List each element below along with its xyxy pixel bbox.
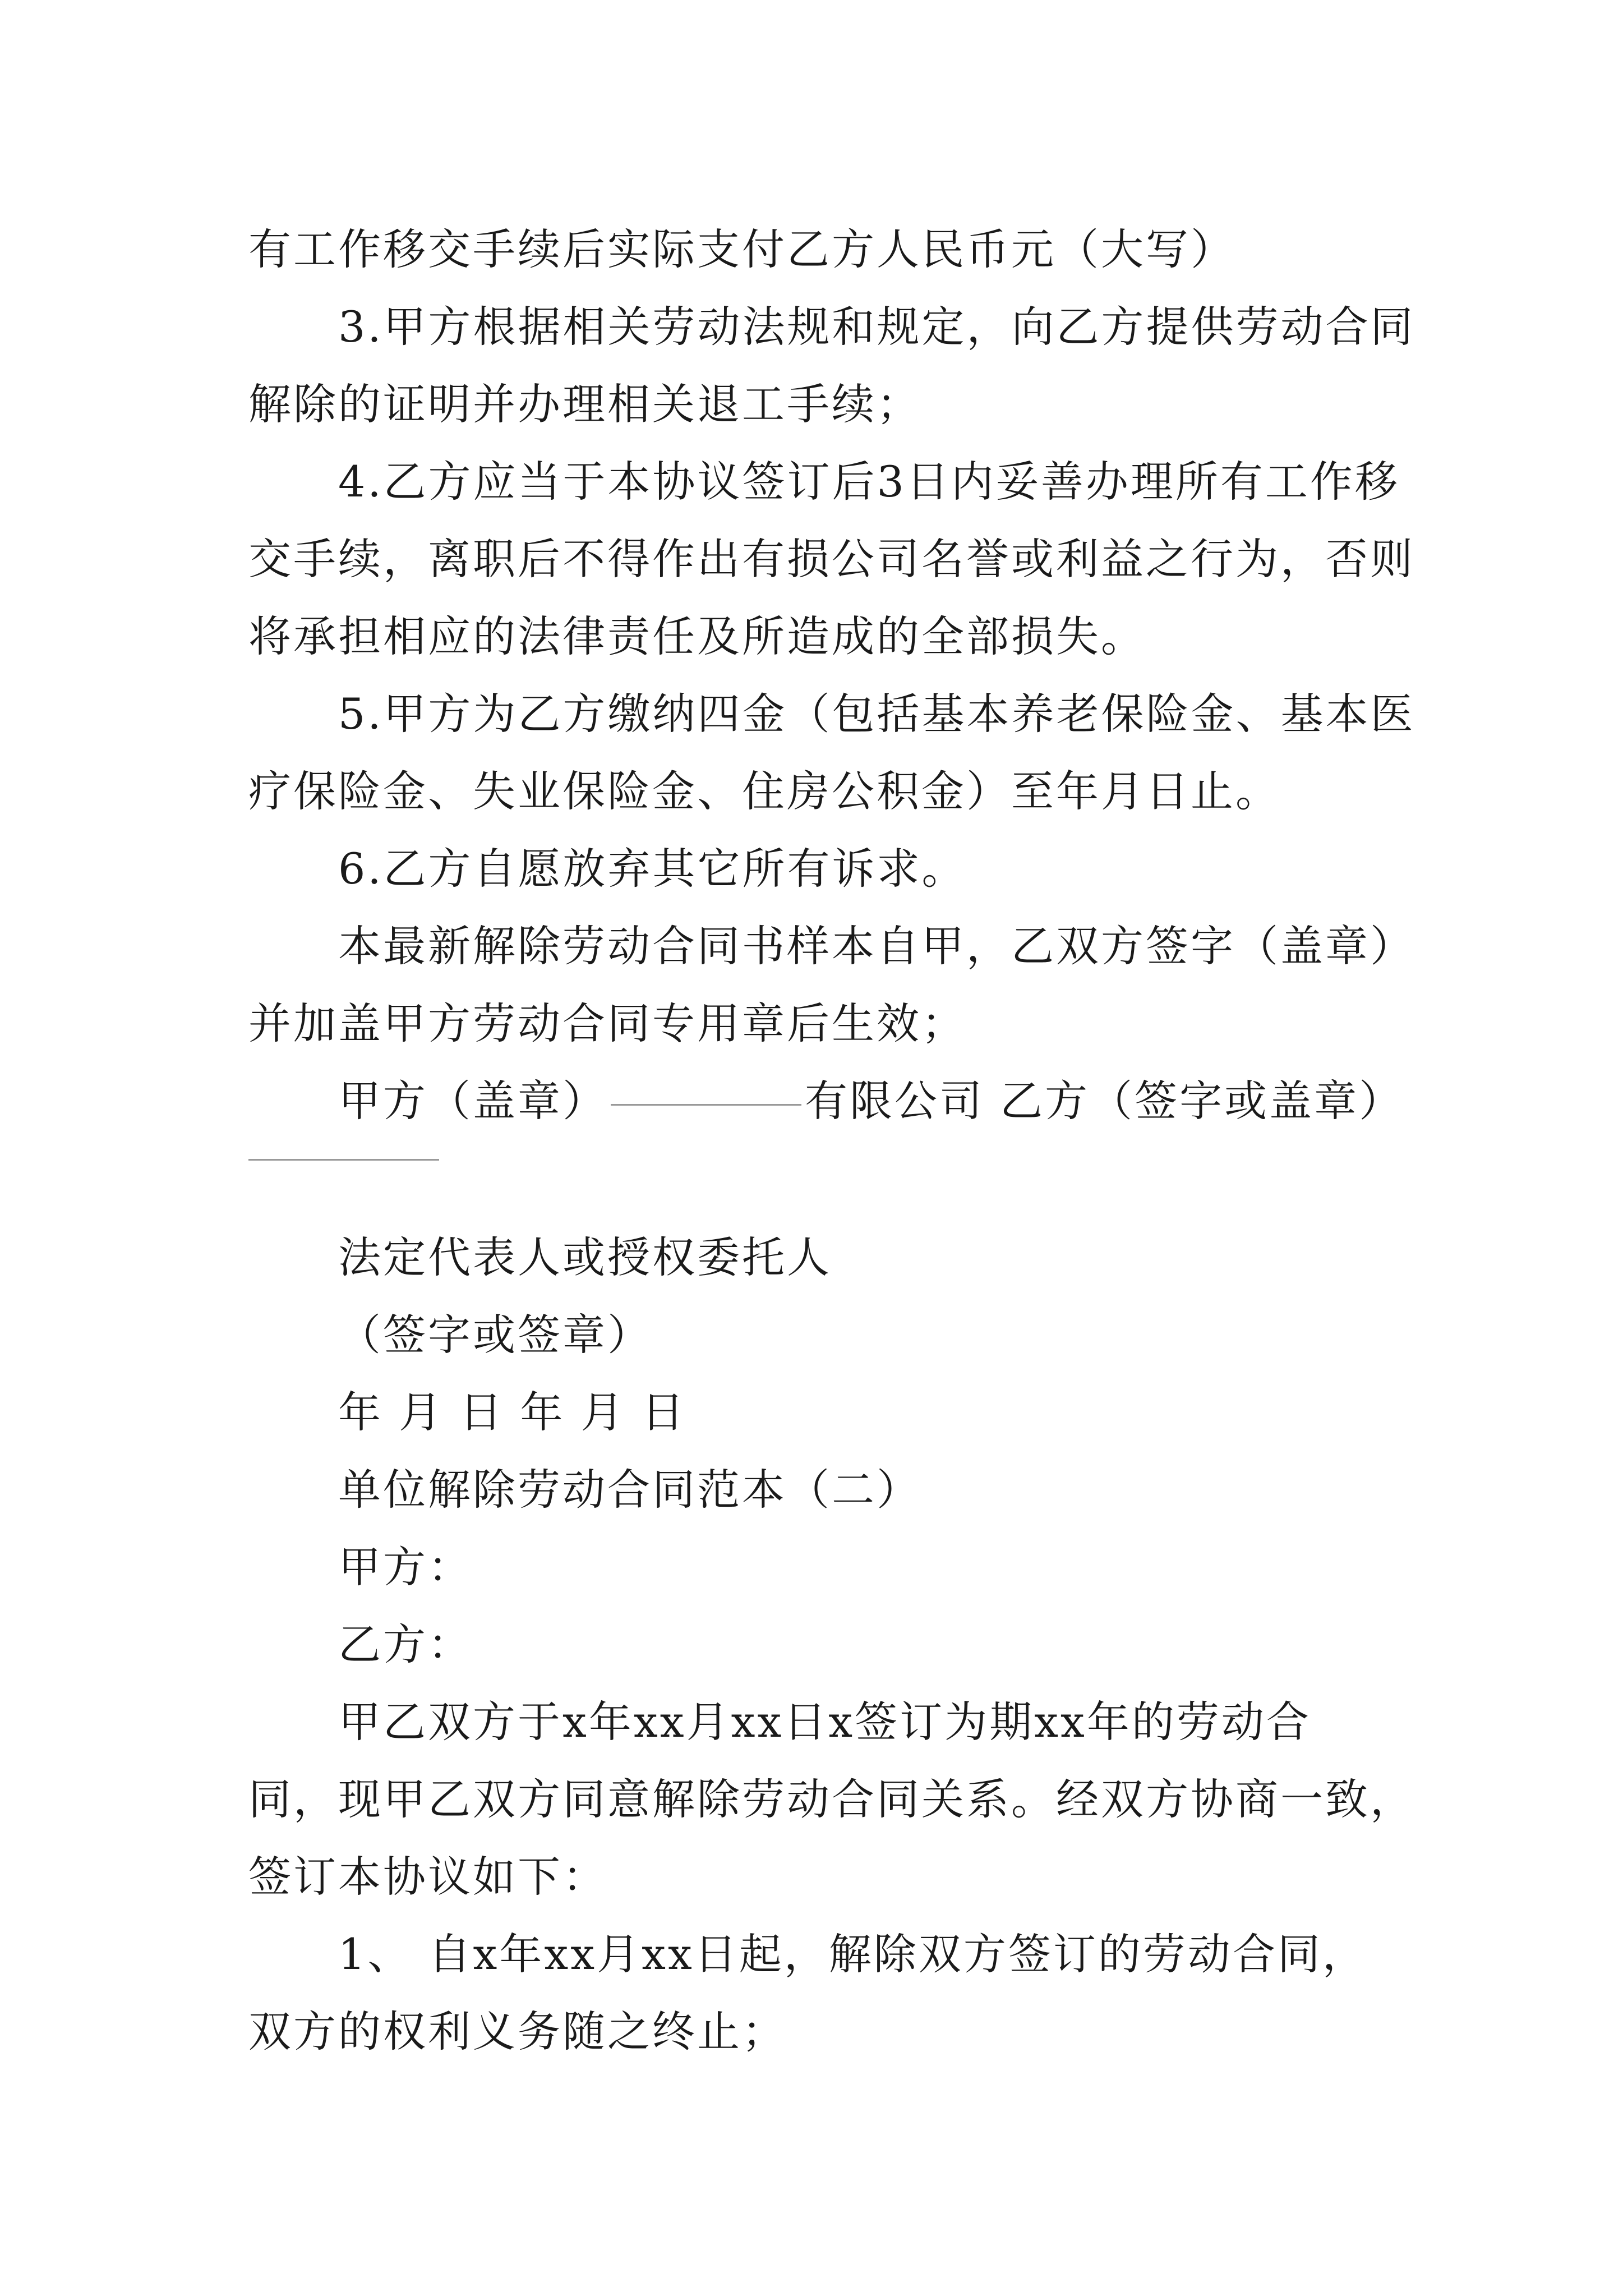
text-line: 3.甲方根据相关劳动法规和规定，向乙方提供劳动合同 [338, 302, 1415, 352]
party-b-line [248, 1606, 1415, 1683]
date-line [248, 1374, 1415, 1451]
paragraph-clause-3 [248, 288, 1415, 443]
text-line: 4.乙方应当于本协议签订后3日内妥善办理所有工作移 [338, 457, 1400, 507]
signature-blank-rule [248, 1159, 439, 1161]
signature-line [248, 1062, 1415, 1140]
text-line: 双方的权利义务随之终止； [248, 2007, 787, 2056]
text-line: （签字或签章） [338, 1310, 652, 1360]
company-suffix: 有限公司 [805, 1076, 984, 1126]
text-line: 有工作移交手续后实际支付乙方人民币元（大写） [248, 224, 1235, 274]
text-line: 解除的证明并办理相关退工手续； [248, 379, 921, 429]
text-line: 甲方： [338, 1542, 473, 1592]
paragraph-item-1 [248, 1916, 1415, 2070]
text-line: 5.甲方为乙方缴纳四金（包括基本养老保险金、基本医 [338, 689, 1415, 739]
signature-row [248, 1062, 1415, 1140]
text-line: 同，现甲乙双方同意解除劳动合同关系。经双方协商一致， [248, 1774, 1415, 1824]
text-line: 法定代表人或授权委托人 [338, 1232, 832, 1282]
paragraph-clause-4 [248, 443, 1415, 675]
text-line: 年 月 日 年 月 日 [338, 1387, 686, 1437]
text-line: 1、 自x年xx月xx日起，解除双方签订的劳动合同， [338, 1929, 1367, 1979]
section-title [248, 1451, 1415, 1529]
text-line: 本最新解除劳动合同书样本自甲，乙双方签字（盖章） [338, 921, 1415, 971]
legal-representative-line [248, 1219, 1415, 1296]
paragraph-agreement-intro [248, 1683, 1415, 1916]
text-line: 并加盖甲方劳动合同专用章后生效； [248, 999, 966, 1048]
signature-note-line [248, 1296, 1415, 1374]
text-line: 将承担相应的法律责任及所造成的全部损失。 [248, 611, 1146, 661]
party-a-seal-label: 甲方（盖章） [338, 1076, 607, 1126]
text-line: 交手续，离职后不得作出有损公司名誉或利益之行为，否则 [248, 534, 1415, 584]
text-line: 签订本协议如下： [248, 1852, 607, 1902]
document-body [248, 211, 1415, 2070]
paragraph-clause-5 [248, 675, 1415, 830]
text-line: 6.乙方自愿放弃其它所有诉求。 [338, 844, 967, 894]
text-line: 疗保险金、失业保险金、住房公积金）至年月日止。 [248, 766, 1280, 816]
paragraph-effect [248, 908, 1415, 1062]
paragraph-payment-continuation [248, 211, 1415, 288]
text-line: 甲乙双方于x年xx月xx日x签订为期xx年的劳动合 [338, 1697, 1311, 1747]
paragraph-clause-6 [248, 830, 1415, 908]
party-b-sign-label: 乙方（签字或盖章） [1000, 1076, 1404, 1126]
company-name-blank [611, 1104, 801, 1106]
party-a-line [248, 1529, 1415, 1606]
text-line: 乙方： [338, 1619, 473, 1669]
text-line: 单位解除劳动合同范本（二） [338, 1465, 921, 1515]
